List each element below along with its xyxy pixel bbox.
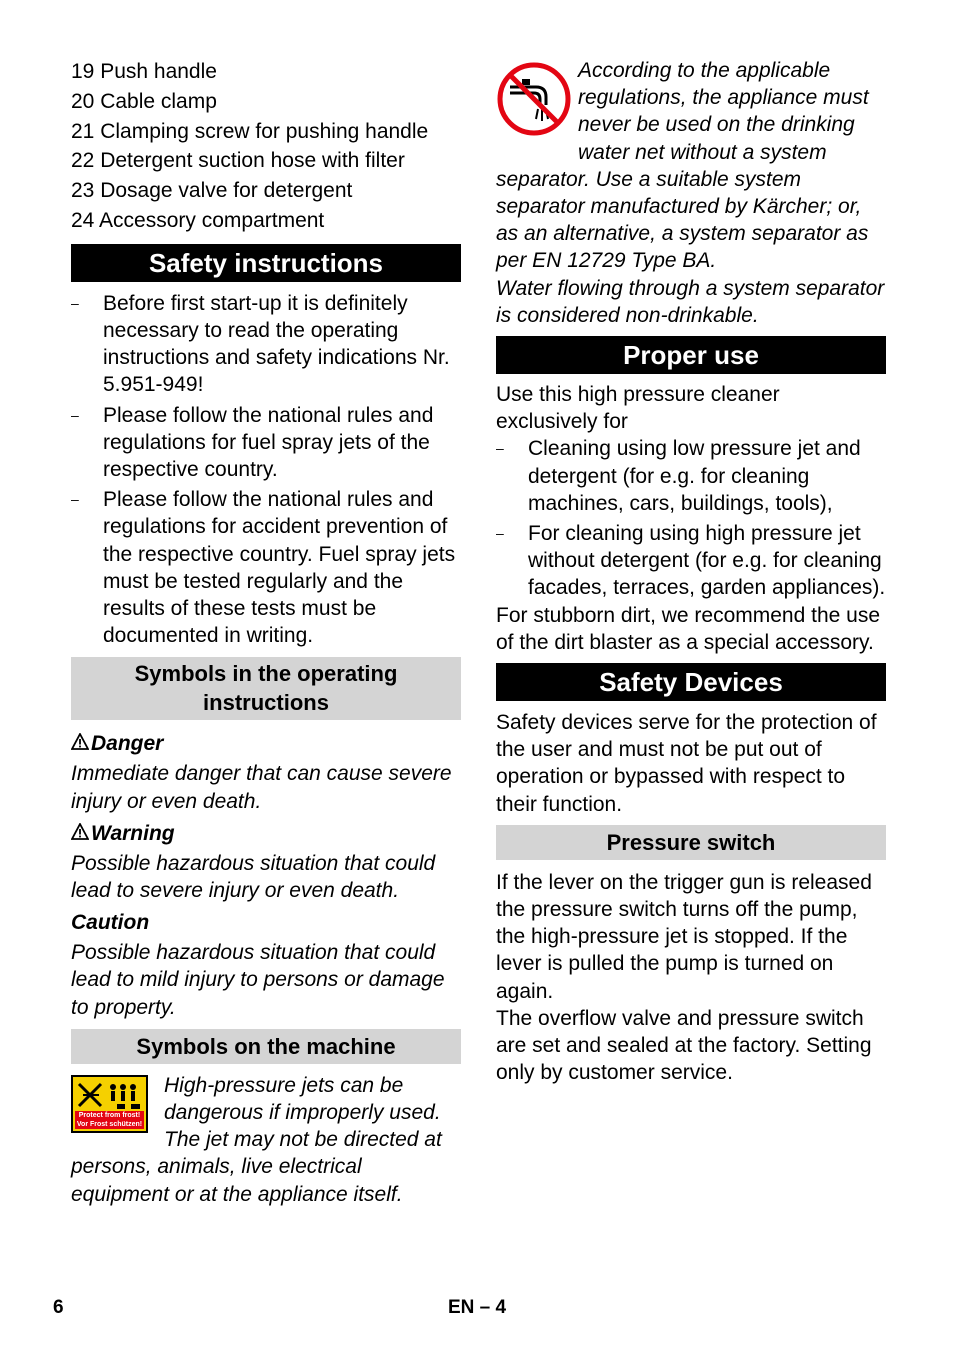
list-item: 24 Accessory compartment (71, 208, 325, 232)
proper-use-block (496, 381, 886, 656)
right-column (496, 57, 886, 1087)
list-item: – Please follow the national rules and regulations for fuel spray jets of the respective country. (71, 402, 461, 484)
list-item: – Cleaning using low pressure jet and detergent (for e.g. for cleaning machines, cars, buildings, tools), (496, 435, 886, 517)
frost-label-en: Protect from frost! (78, 1111, 141, 1119)
list-item: 20 Cable clamp (71, 89, 217, 113)
pressure-switch-heading: Pressure switch (496, 825, 886, 860)
warning-triangle-icon (71, 820, 91, 847)
frost-label-de: Vor Frost schützen! (76, 1120, 143, 1128)
list-item: – Please follow the national rules and regulations for accident prevention of the respective country. Fuel spray jets must be tested regularly and the results of these tests must be documented in writing. (71, 486, 461, 649)
danger-label: Danger (91, 732, 164, 756)
list-item: 23 Dosage valve for detergent (71, 179, 353, 203)
high-pressure-warning-label-icon (71, 1075, 148, 1133)
drinking-water-text: According to the applicable regulations, the appliance must never be used on the drinking water net without a system separator. Use a suitable system separator manufactured by Kärcher; or, as an alternative, a system separator as per EN 12729 Type BA. (496, 59, 869, 273)
list-item: – For cleaning using high pressure jet without detergent (for e.g. for cleaning facades, terraces, garden appliances). (496, 520, 886, 602)
proper-use-outro: For stubborn dirt, we recommend the use of the dirt blaster as a special accessory. (496, 603, 881, 654)
symbols-operating-heading: Symbols in the operating instructions (71, 657, 461, 720)
pressure-switch-text: If the lever on the trigger gun is released the pressure switch turns off the pump, the high-pressure jet is stopped. If the lever is pulled the pump is turned on again. (496, 870, 872, 1003)
symbols-machine-text: High-pressure jets can be dangerous if improperly used. The jet may not be directed at persons, animals, live electrical equipment or at the appliance itself. (71, 1073, 442, 1206)
list-item: 19 Push handle (71, 60, 217, 83)
safety-instructions-list (71, 290, 461, 650)
danger-block (71, 730, 461, 814)
warning-block (71, 820, 461, 904)
caution-text: Possible hazardous situation that could lead to mild injury to persons or damage to property. (71, 941, 445, 1019)
symbols-machine-block (71, 1072, 461, 1208)
safety-instructions-heading: Safety instructions (71, 244, 461, 282)
left-column (71, 57, 461, 1208)
drinking-water-block (496, 57, 886, 329)
list-item: 21 Clamping screw for pushing handle (71, 119, 429, 143)
drinking-water-text-2: Water flowing through a system separator is considered non-drinkable. (496, 276, 885, 327)
safety-devices-text: Safety devices serve for the protection of the user and must not be put out of operation or bypassed with respect to their function. (496, 711, 877, 816)
symbols-machine-heading: Symbols on the machine (71, 1029, 461, 1064)
safety-devices-heading: Safety Devices (496, 663, 886, 701)
list-item: – Before first start-up it is definitely necessary to read the operating instructions and safety indications Nr. 5.951-949! (71, 290, 461, 399)
danger-text: Immediate danger that can cause severe injury or even death. (71, 762, 452, 813)
warning-triangle-icon (71, 730, 91, 757)
warning-label: Warning (91, 821, 175, 845)
caution-label: Caution (71, 911, 150, 935)
proper-use-heading: Proper use (496, 336, 886, 374)
no-drinking-water-connection-icon (496, 61, 574, 139)
caution-block (71, 909, 461, 1021)
footer-section: EN – 4 (448, 1297, 507, 1318)
proper-use-intro: Use this high pressure cleaner exclusively for (496, 383, 780, 434)
list-item: 22 Detergent suction hose with filter (71, 149, 405, 173)
page-number: 6 (53, 1297, 64, 1318)
warning-text: Possible hazardous situation that could lead to severe injury or even death. (71, 851, 436, 903)
pressure-switch-text-2: The overflow valve and pressure switch are set and sealed at the factory. Setting only by customer service. (496, 1006, 872, 1085)
numbered-list (71, 57, 461, 236)
